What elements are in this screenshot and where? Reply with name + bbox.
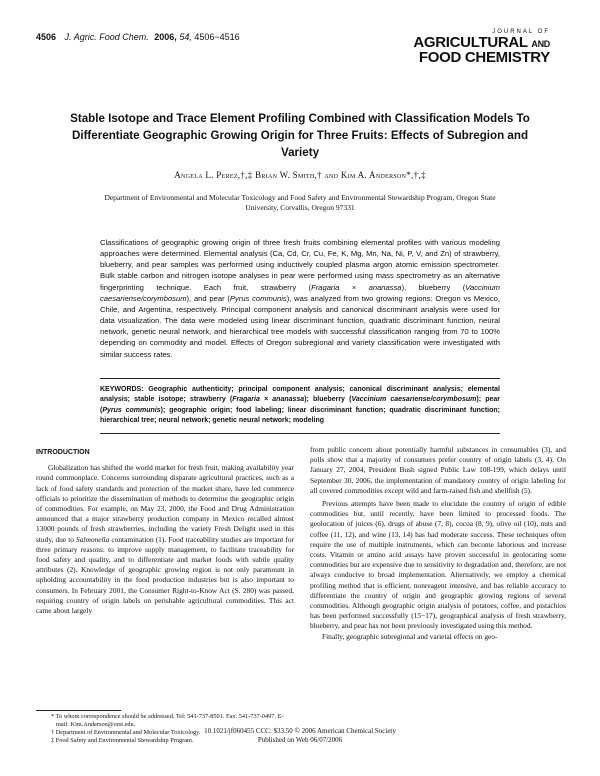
abstract-pear-species: Pyrus communis <box>229 293 287 303</box>
abstract-text-3: ), and pear ( <box>186 293 230 303</box>
keywords-text-2: ); blueberry ( <box>304 396 352 404</box>
right-paragraph-1: from public concern about potentially harmful substances in consumables (3), and polls show that a majority of consumers prefer country of origin labels (3, 4). On January 27, 2004, President Bush signed Public Law 108-199, which delays until September 30, 2006, the implementation of mandatory country of origin labeling for all covered commodities except wild and farm-raised fish and shellfish (5). <box>310 445 566 495</box>
citation-year: 2006, <box>154 32 177 42</box>
keywords-text-1: Geographic authenticity; principal component analysis; canonical discriminant analysis; elemental analysis; stable isotope; strawberry ( <box>100 386 501 404</box>
right-paragraph-3: Finally, geographic subregional and varietal effects on geo- <box>322 631 498 641</box>
journal-logo-and: AND <box>531 39 550 49</box>
keywords-strawberry: Fragaria × ananassa <box>232 396 305 404</box>
journal-logo-line2 <box>413 35 550 50</box>
affiliation: Department of Environmental and Molecular Toxicology and Food Safety and Environmental Stewardship Program, Oregon State University, Corvallis, Oregon 97331 <box>104 193 496 212</box>
journal-logo-agricultural: AGRICULTURAL <box>413 34 528 51</box>
journal-citation: J. Agric. Food Chem. <box>64 32 149 42</box>
footnote-divider <box>36 710 121 711</box>
keywords-text-3: ); pear ( <box>100 396 500 414</box>
abstract-text-1: Classifications of geographic growing origin of three fresh fruits combining elemental profiles with various modeling approaches were determined. Elemental analysis (Ca, Cd, Cr, Cu, Fe, K, Mg, Mn, Na, Ni, P, V, and Zn) of strawberry, blueberry, and pear samples was performed using inductively coupled plasma argon atomic emission spectrometer. Bulk stable carbon and nitrogen isotope analyses in pear were performed using mass spectrometry as an alternative fingerprinting technique. Each fruit, strawberry ( <box>100 238 500 292</box>
article-title: Stable Isotope and Trace Element Profiling Combined with Classification Models To Differentiate Geographic Growing Origin for Three Fruits: Effects of Subregion and Variety <box>70 112 530 159</box>
abstract-divider <box>100 378 500 379</box>
keywords <box>100 385 500 426</box>
right-paragraph-2: Previous attempts have been made to elucidate the country of origin of edible commodities but, until recently, have been limited to processed foods. The geolocation of juices (6), drugs of abuse (7, 8), cocoa (8, 9), olive oil (10), nuts and coffee (11, 12), and wine (13, 14) has had moderate success. These techniques often require the use of multiple instruments, which can become laborious and increase costs. Vitamin or amino acid assays have proven successful in geolocating some commodities but are expensive due to sensitivity to degradation and, therefore, are not always conducive to broad implementation. Alternatively, we employ a chemical profiling method that is efficient, nonreagent intensive, and has reliable accuracy to differentiate the country of origin and geographic growing regions of several commodities. Although geographic origin analysis of potatoes, coffee, and pistachios has been performed successfully (15−17), geographical analysis of fresh strawberry, blueberry, and pear has not been previously investigated using this method. <box>310 499 566 631</box>
keywords-blueberry: Vaccinium caesariense/corymbosum <box>351 396 477 404</box>
running-header <box>36 32 240 42</box>
journal-logo <box>413 29 550 65</box>
abstract-text-4: ), was analyzed from two growing regions: Oregon vs Mexico, Chile, and Argentina, respectively. Principal component analysis and canonical discriminant analysis were used for data visualization. The data were modeled using linear discriminant function, quadratic discriminant function, neural network, genetic neural network, and hierarchical tree models with successful classification ranging from 70 to 100% depending on commodity and model. Effects of Oregon subregional and variety classification were investigated with similar success rates. <box>100 293 500 359</box>
keywords-pear: Pyrus communis <box>102 406 161 414</box>
footnote-dagger: † Department of Environmental and Molecular Toxicology. <box>51 729 201 736</box>
citation-pages: 4506−4516 <box>194 32 240 42</box>
published-line: Published on Web 06/07/2006 <box>257 736 343 744</box>
left-column <box>36 448 294 616</box>
page-footer <box>150 727 450 745</box>
right-column <box>310 445 566 642</box>
abstract-strawberry-species: Fragaria × ananassa <box>311 282 402 292</box>
journal-logo-line1: JOURNAL OF <box>492 29 550 35</box>
intro-text-2: contamination (1). Food traceability studies are important for three primary reasons: to improve supply management, to facilitate traceability for food safety and quality, and to differentiate and market foods with subtle quality attributes (2). Knowledge of geographic growing region is not only paramount in upholding accountability in the food production industries but is also important to consumers. In February 2001, the Consumer Right-to-Know Act (S. 280) was passed, requiring country of origin labels on perishable agricultural commodities. This act came about largely <box>36 534 294 616</box>
author-list: Angela L. Perez,†,‡ Brian W. Smith,† and Kim A. Anderson*,†,‡ <box>174 170 426 180</box>
footnote-double-dagger: ‡ Food Safety and Environmental Stewardship Program. <box>51 737 194 744</box>
intro-text-1: Globalization has shifted the world market for fresh fruit, making availability year round commonplace. Concerns surrounding disparate agricultural practices, such as a lack of food safety standards and protection of the market share, have led commerce officials to prioritize the dissemination of methods to determine the geographic origin of commodities. For example, on May 23, 2000, the Food and Drug Administration announced that a major strawberry production company in Mexico recalled almost 13000 pounds of fresh strawberries, including the variety Fresh Delight used in this study, due to <box>36 463 294 544</box>
journal-logo-line3: FOOD CHEMISTRY <box>418 49 550 66</box>
abstract <box>100 237 500 360</box>
citation-volume: 54, <box>179 32 192 42</box>
footnote-correspondence: * To whom correspondence should be addressed. Tel: 541-737-8501. Fax: 541-737-0497. E-mail: Kim.Anderson@orst.edu. <box>51 713 284 728</box>
doi-line: 10.1021/jf060455 CCC: $33.50 © 2006 American Chemical Society <box>204 727 396 735</box>
section-heading: INTRODUCTION <box>36 449 90 456</box>
keywords-divider <box>100 433 500 434</box>
keywords-text-4: ); geographic origin; food labeling; linear discriminant function; quadratic discriminant function; hierarchical tree; neural network; genetic neural network; modeling <box>100 406 500 424</box>
intro-salmonella: Salmonella <box>76 534 110 544</box>
abstract-blueberry-species: Vaccinium caesariense/corymbosum <box>100 282 500 303</box>
intro-paragraph <box>36 463 294 616</box>
abstract-text-2: ), blueberry ( <box>401 282 466 292</box>
page-number: 4506 <box>36 32 57 42</box>
keywords-label: KEYWORDS: <box>100 386 144 393</box>
